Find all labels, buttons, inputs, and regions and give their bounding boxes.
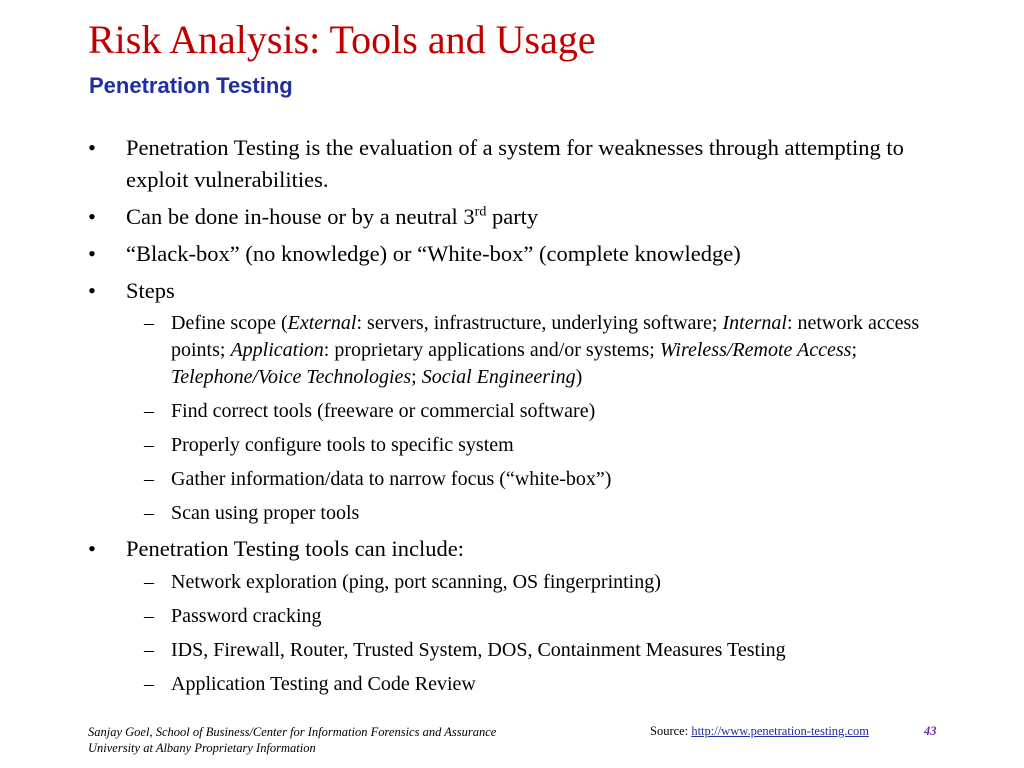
bullet-marker: • <box>88 241 96 266</box>
scope-social-engineering: Social Engineering <box>421 366 576 388</box>
dash-marker: – <box>144 605 154 627</box>
footer-proprietary: University at Albany Proprietary Information <box>88 741 316 755</box>
bullet-text: Penetration Testing tools can include: <box>126 536 464 561</box>
bullet-in-house <box>88 201 946 233</box>
bullet-marker: • <box>88 135 96 160</box>
tool-text: Password cracking <box>171 605 322 627</box>
bullet-definition <box>88 132 946 196</box>
tool-text: IDS, Firewall, Router, Trusted System, DOS, Containment Measures Testing <box>171 639 786 661</box>
footer-source <box>650 724 869 739</box>
step-gather-information <box>144 465 961 493</box>
tool-text: Network exploration (ping, port scanning, OS fingerprinting) <box>171 571 661 593</box>
footer-attribution <box>88 724 496 756</box>
slide-title: Risk Analysis: Tools and Usage <box>88 17 596 62</box>
step-text: Gather information/data to narrow focus (“white-box”) <box>171 468 612 490</box>
step-text: ; <box>851 339 858 361</box>
tool-item <box>144 670 961 698</box>
step-text: Find correct tools (freeware or commercial software) <box>171 400 596 422</box>
scope-telephone: Telephone/Voice Technologies <box>171 366 412 388</box>
step-find-tools <box>144 397 961 425</box>
dash-marker: – <box>144 571 154 593</box>
step-text: : proprietary applications and/or systems; <box>323 339 660 361</box>
bullet-tools <box>88 533 946 565</box>
ordinal-suffix: rd <box>474 204 487 220</box>
step-text: Properly configure tools to specific system <box>171 434 514 456</box>
scope-internal: Internal <box>722 312 787 334</box>
bullet-steps <box>88 275 946 307</box>
bullet-box-types <box>88 238 946 270</box>
dash-marker: – <box>144 312 154 334</box>
source-label: Source: <box>650 724 692 738</box>
footer-author: Sanjay Goel, School of Business/Center for Information Forensics and Assurance <box>88 725 497 739</box>
scope-wireless: Wireless/Remote Access <box>659 339 852 361</box>
dash-marker: – <box>144 434 154 456</box>
dash-marker: – <box>144 673 154 695</box>
step-scan <box>144 499 961 527</box>
step-text: Define scope ( <box>171 312 288 334</box>
tool-item <box>144 602 961 630</box>
bullet-marker: • <box>88 278 96 303</box>
page-number: 43 <box>924 724 937 738</box>
bullet-marker: • <box>88 204 96 229</box>
bullet-marker: • <box>88 536 96 561</box>
dash-marker: – <box>144 400 154 422</box>
step-text: ; <box>411 366 422 388</box>
bullet-text: Penetration Testing is the evaluation of a system for weaknesses through attempting to exploit vulnerabilities. <box>126 135 904 192</box>
scope-external: External <box>287 312 357 334</box>
step-configure-tools <box>144 431 961 459</box>
step-text: Scan using proper tools <box>171 502 360 524</box>
dash-marker: – <box>144 502 154 524</box>
dash-marker: – <box>144 639 154 661</box>
tool-item <box>144 568 961 596</box>
step-text: : network access points; <box>171 312 920 361</box>
step-define-scope <box>144 310 961 391</box>
bullet-text: “Black-box” (no knowledge) or “White-box” (complete knowledge) <box>126 241 741 266</box>
slide-subtitle: Penetration Testing <box>89 73 293 98</box>
bullet-text: Can be done in-house or by a neutral 3 <box>126 204 475 229</box>
source-link[interactable]: http://www.penetration-testing.com <box>691 724 869 738</box>
tool-item <box>144 636 961 664</box>
step-text: : servers, infrastructure, underlying software; <box>356 312 723 334</box>
slide-content <box>0 132 1024 704</box>
dash-marker: – <box>144 468 154 490</box>
scope-application: Application <box>230 339 324 361</box>
step-text: ) <box>575 366 583 388</box>
bullet-text: Steps <box>126 278 175 303</box>
bullet-text: party <box>486 204 539 229</box>
tool-text: Application Testing and Code Review <box>171 673 476 695</box>
